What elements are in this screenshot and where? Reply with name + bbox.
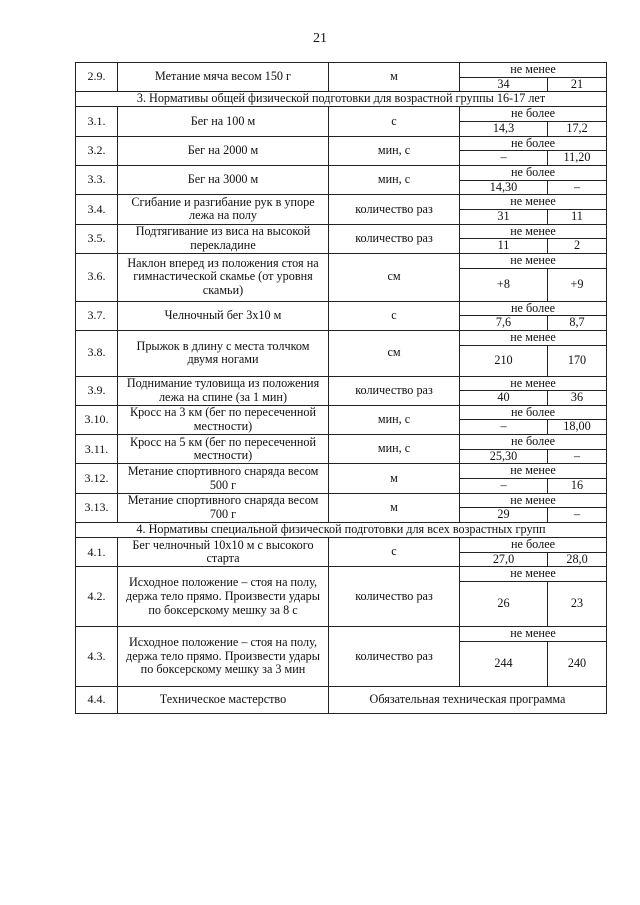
value-male: 29 [460,508,548,523]
condition: не менее [460,63,607,78]
unit: см [329,253,460,301]
table-row [76,627,607,642]
table-row [76,464,607,479]
value-male: 25,30 [460,449,548,464]
row-number: 3.11. [76,435,118,464]
unit: мин, с [329,165,460,194]
value-male: – [460,151,548,166]
condition: не менее [460,376,607,391]
row-number: 3.4. [76,195,118,224]
value-female: 18,00 [548,420,607,435]
exercise-name: Поднимание туловища из положения лежа на спине (за 1 мин) [118,376,329,405]
value-female: 28,0 [548,552,607,567]
value-female: 170 [548,345,607,376]
exercise-name: Метание мяча весом 150 г [118,63,329,92]
condition: не более [460,107,607,122]
value-male: 11 [460,239,548,254]
unit: мин, с [329,435,460,464]
table-row [76,686,607,713]
condition: не менее [460,195,607,210]
table-row [76,376,607,391]
condition: не более [460,165,607,180]
row-number: 3.13. [76,493,118,522]
table-row [76,195,607,210]
value-male: 14,30 [460,180,548,195]
row-number: 3.5. [76,224,118,253]
condition: не более [460,538,607,553]
section-header-row [76,523,607,538]
table-row [76,224,607,239]
section-title: 3. Нормативы общей физической подготовки для возрастной группы 16-17 лет [76,92,607,107]
unit: м [329,63,460,92]
unit: с [329,538,460,567]
exercise-name: Метание спортивного снаряда весом 500 г [118,464,329,493]
value-male: 26 [460,582,548,627]
row-number: 3.12. [76,464,118,493]
condition: не менее [460,493,607,508]
value-male: 31 [460,209,548,224]
exercise-name: Техническое мастерство [118,686,329,713]
row-number: 3.9. [76,376,118,405]
condition: не более [460,136,607,151]
unit: количество раз [329,224,460,253]
value-male: 40 [460,391,548,406]
table-row [76,63,607,78]
unit: см [329,330,460,376]
unit: м [329,464,460,493]
row-number: 4.3. [76,627,118,687]
unit: количество раз [329,376,460,405]
exercise-name: Наклон вперед из положения стоя на гимнастической скамье (от уровня скамьи) [118,253,329,301]
row-number: 2.9. [76,63,118,92]
exercise-name: Исходное положение – стоя на полу, держа тело прямо. Произвести удары по боксерскому мешку за 3 мин [118,627,329,687]
value-female: 240 [548,641,607,686]
condition: не более [460,405,607,420]
value-male: 27,0 [460,552,548,567]
table-row [76,538,607,553]
table-row [76,253,607,268]
norms-table [75,62,607,714]
row-number: 4.1. [76,538,118,567]
exercise-name: Кросс на 5 км (бег по пересеченной местности) [118,435,329,464]
table-row [76,107,607,122]
condition: не более [460,435,607,450]
value-male: 244 [460,641,548,686]
value-female: 21 [548,77,607,92]
exercise-name: Челночный бег 3х10 м [118,301,329,330]
row-number: 3.8. [76,330,118,376]
exercise-name: Исходное положение – стоя на полу, держа тело прямо. Произвести удары по боксерскому мешку за 8 с [118,567,329,627]
value-female: 16 [548,479,607,494]
value-female: +9 [548,268,607,301]
table-row [76,136,607,151]
row-number: 3.3. [76,165,118,194]
value-female: 17,2 [548,121,607,136]
value-male: 7,6 [460,316,548,331]
table-row [76,493,607,508]
unit: количество раз [329,567,460,627]
value-female: 8,7 [548,316,607,331]
unit: мин, с [329,136,460,165]
table-row [76,330,607,345]
value-female: 11 [548,209,607,224]
row-number: 3.10. [76,405,118,434]
condition: не менее [460,464,607,479]
row-number: 3.7. [76,301,118,330]
row-number: 3.2. [76,136,118,165]
table-row [76,301,607,316]
condition: не менее [460,224,607,239]
condition: не менее [460,330,607,345]
exercise-name: Кросс на 3 км (бег по пересеченной местности) [118,405,329,434]
row-number: 3.1. [76,107,118,136]
value-female: 11,20 [548,151,607,166]
value-male: – [460,420,548,435]
table-row [76,165,607,180]
table-row [76,405,607,420]
section-header-row [76,92,607,107]
unit: с [329,301,460,330]
value-female: 23 [548,582,607,627]
exercise-name: Прыжок в длину с места толчком двумя ногами [118,330,329,376]
unit: с [329,107,460,136]
unit: количество раз [329,195,460,224]
exercise-name: Бег на 100 м [118,107,329,136]
exercise-name: Бег на 2000 м [118,136,329,165]
unit: количество раз [329,627,460,687]
condition: не менее [460,253,607,268]
value-male: 14,3 [460,121,548,136]
row-number: 3.6. [76,253,118,301]
unit: мин, с [329,405,460,434]
row-number: 4.2. [76,567,118,627]
condition: не более [460,301,607,316]
value-male: 34 [460,77,548,92]
exercise-name: Метание спортивного снаряда весом 700 г [118,493,329,522]
page-number: 21 [313,31,327,46]
value-female: 36 [548,391,607,406]
value-male: +8 [460,268,548,301]
program-note: Обязательная техническая программа [329,686,607,713]
unit: м [329,493,460,522]
exercise-name: Подтягивание из виса на высокой перекладине [118,224,329,253]
table-row [76,435,607,450]
exercise-name: Сгибание и разгибание рук в упоре лежа на полу [118,195,329,224]
value-female: 2 [548,239,607,254]
condition: не менее [460,627,607,642]
value-female: – [548,180,607,195]
value-male: 210 [460,345,548,376]
exercise-name: Бег на 3000 м [118,165,329,194]
value-male: – [460,479,548,494]
exercise-name: Бег челночный 10х10 м с высокого старта [118,538,329,567]
condition: не менее [460,567,607,582]
section-title: 4. Нормативы специальной физической подготовки для всех возрастных групп [76,523,607,538]
value-female: – [548,449,607,464]
row-number: 4.4. [76,686,118,713]
table-row [76,567,607,582]
value-female: – [548,508,607,523]
